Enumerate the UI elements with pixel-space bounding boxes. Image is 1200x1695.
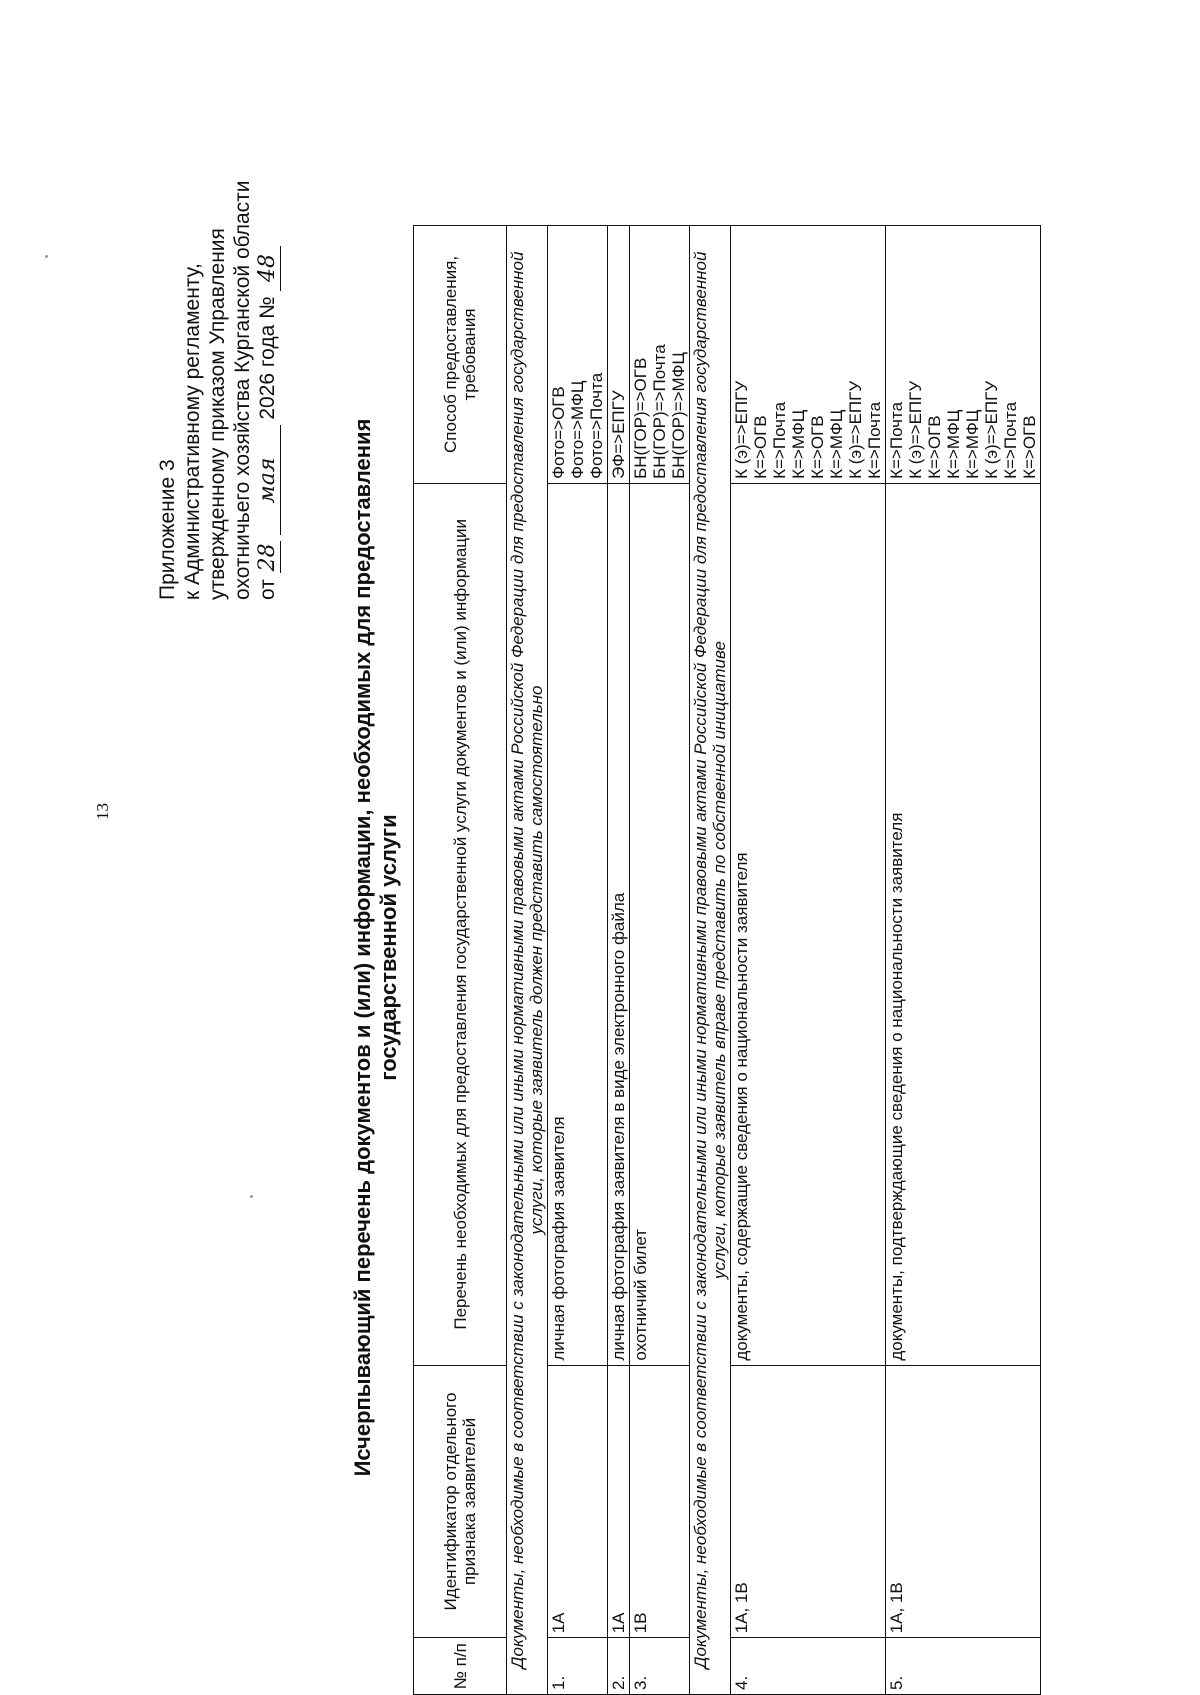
- cell-methods: [630, 226, 690, 484]
- method-item: К=>МФЦ: [827, 409, 846, 479]
- appendix-date-line: [255, 80, 281, 600]
- date-prefix: от: [256, 579, 279, 600]
- table-header-row: [414, 226, 507, 1695]
- header-num: № п/п: [414, 1638, 507, 1695]
- document-title: [350, 200, 402, 1695]
- page-number: 13: [93, 803, 112, 820]
- cell-num: 2.: [608, 1638, 630, 1695]
- table-row: [731, 226, 886, 1695]
- method-item: К (э)=>ЕПГУ: [982, 380, 1001, 479]
- table-row: [548, 226, 608, 1695]
- cell-id: 1А: [608, 1365, 630, 1638]
- method-item: К=>Почта: [770, 401, 789, 479]
- method-item: К=>МФЦ: [944, 409, 963, 479]
- appendix-line: утвержденному приказом Управления: [206, 228, 229, 600]
- cell-doc: документы, подтверждающие сведения о национальности заявителя: [886, 483, 1041, 1365]
- section-row: [690, 226, 731, 1695]
- method-item: К=>Почта: [887, 401, 906, 479]
- cell-doc: личная фотография заявителя в виде электронного файла: [608, 483, 630, 1365]
- method-item: К (э)=>ЕПГУ: [732, 380, 751, 479]
- cell-num: 5.: [886, 1638, 1041, 1695]
- title-line: Исчерпывающий перечень документов и (или) информации, необходимых для предоставления: [350, 418, 375, 1477]
- method-item: К (э)=>ЕПГУ: [846, 380, 865, 479]
- method-item: К=>ОГВ: [808, 415, 827, 479]
- cell-id: 1А: [548, 1365, 608, 1638]
- cell-num: 3.: [630, 1638, 690, 1695]
- method-item: К=>Почта: [865, 401, 884, 479]
- cell-methods: [548, 226, 608, 484]
- method-item: К (э)=>ЕПГУ: [906, 380, 925, 479]
- appendix-line: к Административному регламенту,: [181, 263, 204, 600]
- method-item: К=>МФЦ: [789, 409, 808, 479]
- method-item: Фото=>ОГВ: [549, 386, 568, 479]
- cell-id: 1А, 1В: [731, 1365, 886, 1638]
- method-item: Фото=>Почта: [587, 372, 606, 479]
- section-2-heading: Документы, необходимые в соответствии с законодательными или иными нормативными правовыми актами Российской Федерации для предоставления государственной услуги, которые заявитель вправе представить по собственной инициативе: [690, 226, 731, 1695]
- header-id: Идентификатор отдельного признака заявителей: [414, 1365, 507, 1638]
- section-row: [507, 226, 548, 1695]
- method-item: К=>ОГВ: [1020, 415, 1039, 479]
- method-item: БН(ГОР)=>Почта: [650, 344, 669, 479]
- method-item: БН(ГОР)=>МФЦ: [669, 352, 688, 479]
- title-line: государственной услуги: [376, 814, 401, 1081]
- cell-num: 4.: [731, 1638, 886, 1695]
- table-row: [608, 226, 630, 1695]
- table-body: [507, 226, 1041, 1695]
- method-item: ЭФ=>ЕПГУ: [609, 390, 628, 479]
- method-item: К=>Почта: [1001, 401, 1020, 479]
- documents-table: [413, 225, 1041, 1695]
- method-item: Фото=>МФЦ: [568, 380, 587, 479]
- table-row: [886, 226, 1041, 1695]
- appendix-line: охотничьего хозяйства Курганской области: [231, 180, 254, 600]
- header-list: Перечень необходимых для предоставления государственной услуги документов и (или) информации: [414, 483, 507, 1365]
- method-item: К=>ОГВ: [751, 415, 770, 479]
- section-1-heading: Документы, необходимые в соответствии с законодательными или иными нормативными правовыми актами Российской Федерации для предоставления государственной услуги, которые заявитель должен представить самостоятельно: [507, 226, 548, 1695]
- year-text: 2026 года №: [256, 296, 279, 420]
- cell-id: 1А, 1В: [886, 1365, 1041, 1638]
- cell-methods: [886, 226, 1041, 484]
- method-item: БН(ГОР)=>ОГВ: [631, 357, 650, 479]
- cell-num: 1.: [548, 1638, 608, 1695]
- handwritten-month: мая: [255, 425, 281, 535]
- handwritten-number: 48: [255, 246, 281, 291]
- cell-methods: [608, 226, 630, 484]
- table-row: [630, 226, 690, 1695]
- handwritten-day: 28: [255, 543, 280, 572]
- cell-doc: охотничий билет: [630, 483, 690, 1365]
- method-item: К=>ОГВ: [925, 415, 944, 479]
- cell-doc: документы, содержащие сведения о национальности заявителя: [731, 483, 886, 1365]
- cell-id: 1В: [630, 1365, 690, 1638]
- cell-doc: личная фотография заявителя: [548, 483, 608, 1365]
- appendix-line: Приложение 3: [156, 459, 179, 600]
- method-item: К=>МФЦ: [963, 409, 982, 479]
- cell-methods: [731, 226, 886, 484]
- header-method: Способ предоставления, требования: [414, 226, 507, 484]
- appendix-block: [155, 80, 281, 600]
